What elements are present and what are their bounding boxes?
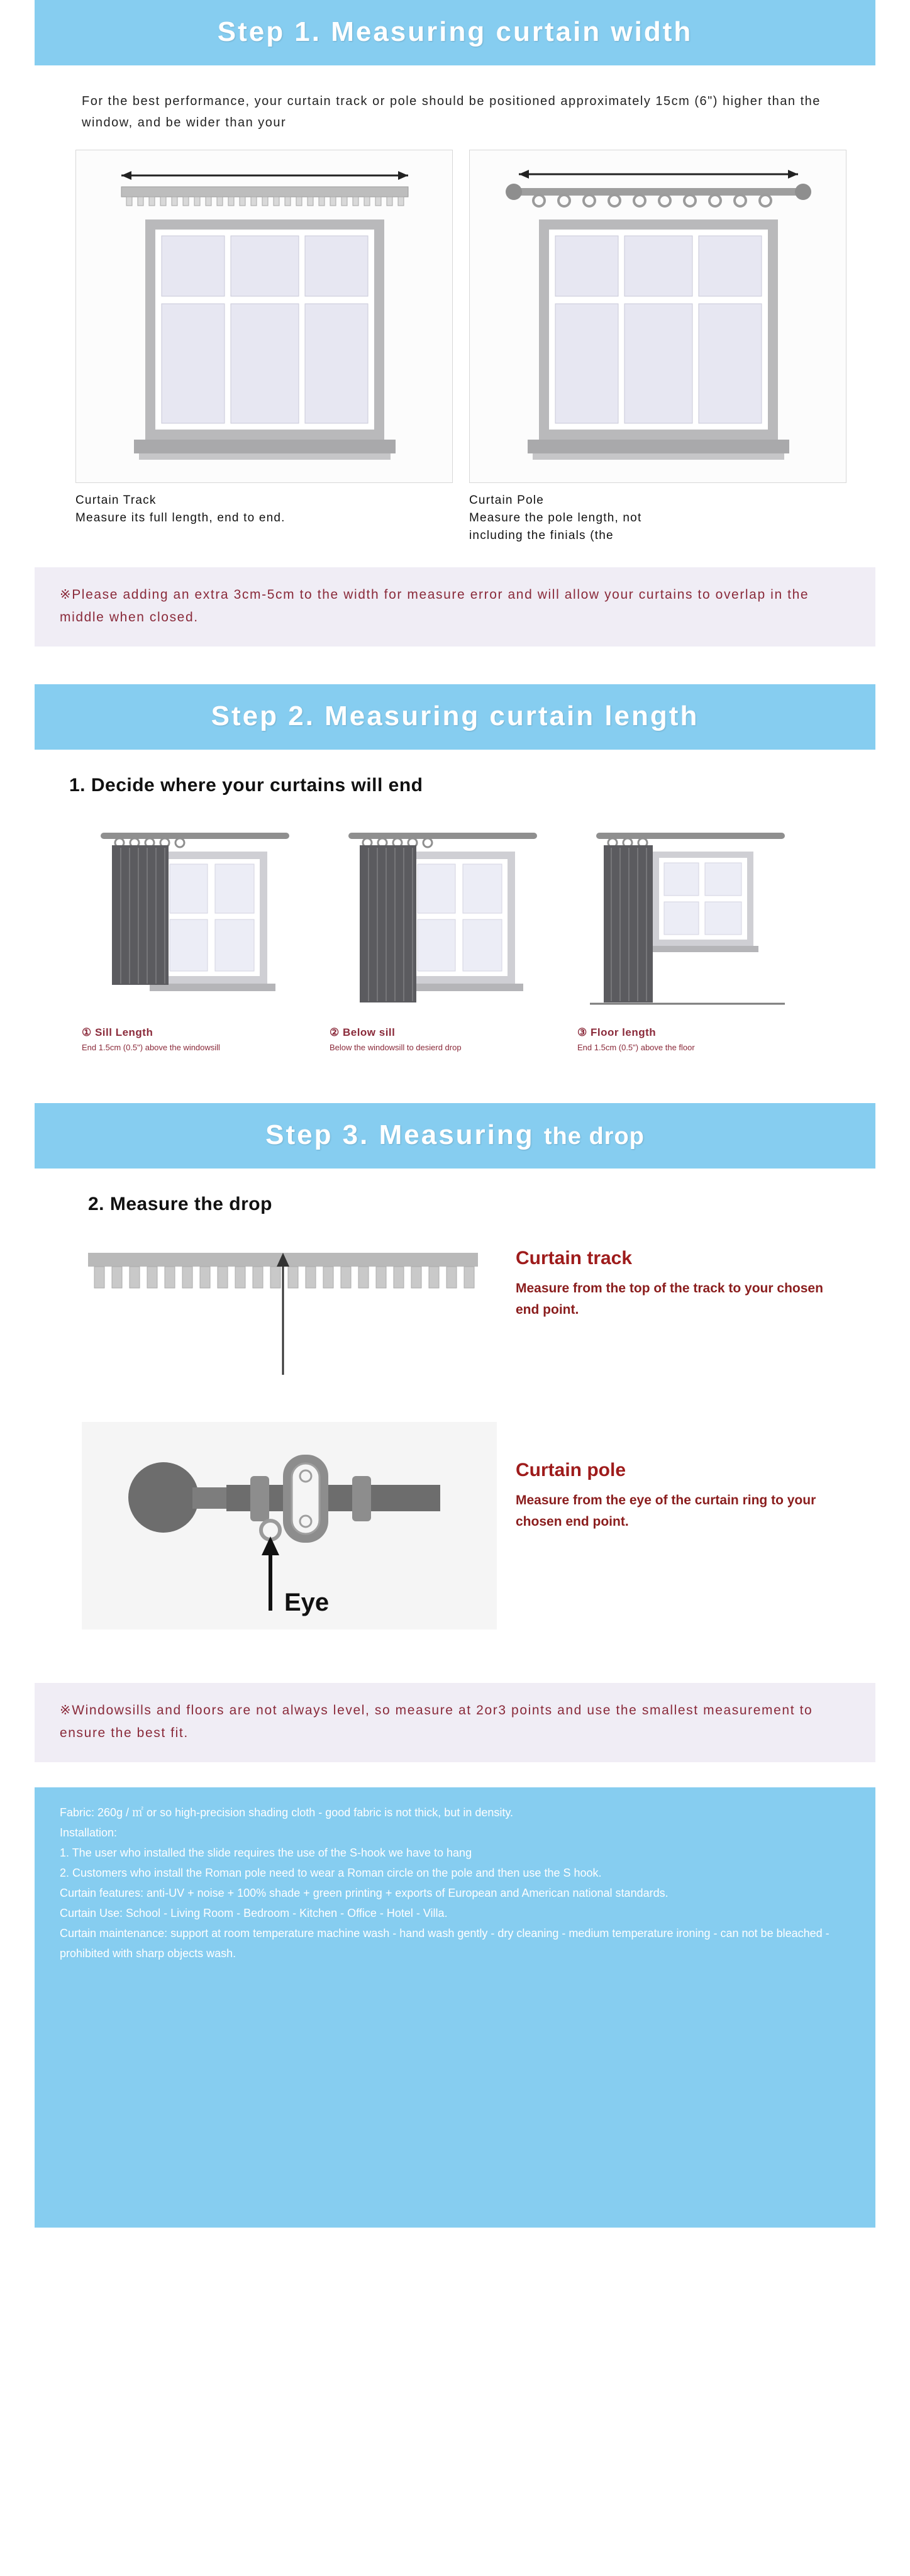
pole-caption-line1: Curtain Pole bbox=[469, 494, 544, 507]
product-details-block bbox=[35, 1787, 875, 2228]
track-drop-title: Curtain track bbox=[516, 1248, 633, 1269]
track-caption-line2: Measure its full length, end to end. bbox=[75, 511, 286, 525]
track-caption bbox=[75, 492, 453, 527]
footer-line-1: Fabric: 260g / ㎡ or so high-precision shading cloth - good fabric is not thick, but in density. bbox=[60, 1806, 514, 1819]
track-caption-line1: Curtain Track bbox=[75, 494, 157, 507]
drop-row-track bbox=[82, 1236, 828, 1384]
track-drop-illustration bbox=[82, 1236, 497, 1384]
below-sill-illustration bbox=[330, 815, 563, 1023]
footer-line-2: Installation: bbox=[60, 1826, 118, 1839]
width-note: ※Please adding an extra 3cm-5cm to the width for measure error and will allow your curtains to overlap in the middle when closed. bbox=[35, 567, 875, 647]
footer-line-7: Curtain maintenance: support at room temperature machine wash - hand wash gently - dry cleaning - medium temperature ironing - can not be bleached - prohibited with sharp objects wash. bbox=[60, 1927, 830, 1960]
step2-banner: Step 2. Measuring curtain length bbox=[35, 684, 875, 750]
eye-annotation-text: Eye bbox=[284, 1589, 330, 1616]
pole-drop-title: Curtain pole bbox=[516, 1460, 626, 1480]
step1-banner: Step 1. Measuring curtain width bbox=[35, 0, 875, 65]
track-drop-body: Measure from the top of the track to your chosen end point. bbox=[516, 1281, 823, 1317]
drop-heading: 2. Measure the drop bbox=[88, 1194, 272, 1214]
footer-line-5: Curtain features: anti-UV + noise + 100% shade + green printing + exports of European and American national standards. bbox=[60, 1887, 669, 1899]
floor-length-illustration bbox=[577, 815, 811, 1023]
pole-drop-text bbox=[516, 1422, 828, 1533]
footer-line-6: Curtain Use: School - Living Room - Bedroom - Kitchen - Office - Hotel - Villa. bbox=[60, 1907, 448, 1919]
pole-caption bbox=[469, 492, 846, 545]
track-drop-text bbox=[516, 1236, 828, 1321]
pole-drop-illustration bbox=[82, 1422, 497, 1633]
track-diagram-box bbox=[75, 150, 453, 483]
level-note: ※Windowsills and floors are not always level, so measure at 2or3 points and use the smallest measurement to ensure the best fit. bbox=[35, 1683, 875, 1762]
pole-drop-body: Measure from the eye of the curtain ring to your chosen end point. bbox=[516, 1493, 816, 1529]
step3-title-main: Step 3. Measuring bbox=[265, 1119, 535, 1150]
step1-intro-text: For the best performance, your curtain track or pole should be positioned approximately 15cm (6") higher than the window, and be wider than your bbox=[82, 94, 821, 130]
pole-caption-line2: Measure the pole length, not bbox=[469, 511, 642, 525]
width-diagram-track bbox=[75, 150, 453, 545]
sill-length-illustration bbox=[82, 815, 316, 1023]
length-heading: 1. Decide where your curtains will end bbox=[69, 775, 423, 796]
length-options-row bbox=[82, 815, 828, 1053]
pole-diagram-box bbox=[469, 150, 846, 483]
below-sill-label: ② Below sill bbox=[330, 1026, 396, 1038]
curtain-pole-illustration bbox=[470, 150, 846, 483]
length-option-below-sill bbox=[330, 815, 563, 1053]
length-option-sill bbox=[82, 815, 316, 1053]
sill-length-label: ① Sill Length bbox=[82, 1026, 153, 1038]
footer-line-4: 2. Customers who install the Roman pole need to wear a Roman circle on the pole and then use the S hook. bbox=[60, 1867, 602, 1879]
floor-length-label: ③ Floor length bbox=[577, 1026, 657, 1038]
footer-line-3: 1. The user who installed the slide requires the use of the S-hook we have to hang bbox=[60, 1846, 472, 1859]
width-diagram-row bbox=[75, 150, 835, 545]
below-sill-desc: Below the windowsill to desierd drop bbox=[330, 1043, 462, 1052]
step3-banner bbox=[35, 1103, 875, 1169]
pole-caption-line3: including the finials (the bbox=[469, 529, 614, 542]
step3-title-small: the drop bbox=[543, 1123, 645, 1150]
length-option-floor bbox=[577, 815, 811, 1053]
drop-row-pole bbox=[82, 1422, 828, 1633]
sill-length-desc: End 1.5cm (0.5") above the windowsill bbox=[82, 1043, 220, 1052]
floor-length-desc: End 1.5cm (0.5") above the floor bbox=[577, 1043, 695, 1052]
width-diagram-pole bbox=[469, 150, 846, 545]
curtain-track-illustration bbox=[76, 150, 453, 483]
